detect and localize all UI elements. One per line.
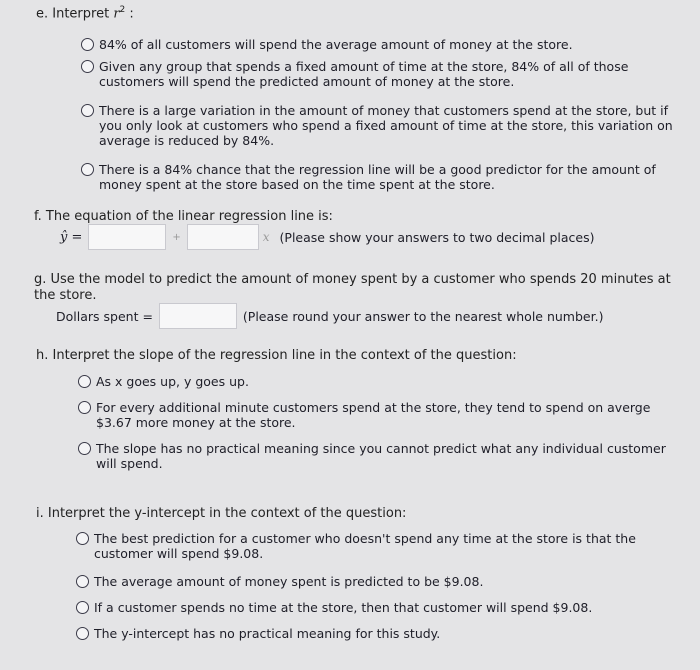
part-g-note: (Please round your answer to the nearest whole number.): [242, 308, 604, 324]
radio-button[interactable]: [76, 601, 89, 614]
slope-input[interactable]: [187, 224, 259, 250]
part-e-label: e. Interpret: [36, 6, 110, 22]
part-i-option-4[interactable]: [76, 626, 676, 641]
radio-button[interactable]: [76, 575, 89, 588]
part-e-heading: [36, 5, 134, 21]
radio-button[interactable]: [81, 104, 94, 117]
dollars-spent-row: [56, 302, 603, 330]
dollars-spent-input[interactable]: [159, 303, 237, 329]
part-f-note: (Please show your answers to two decimal places): [279, 229, 595, 245]
part-e-option-1[interactable]: [81, 37, 681, 52]
option-text: For every additional minute customers spend at the store, they tend to spend on averge $3.67 more money at the store.: [96, 400, 651, 430]
option-text: Given any group that spends a fixed amount of time at the store, 84% of all of those customers will spend the predicted amount of money at the store.: [99, 59, 629, 89]
plus-sign: +: [172, 231, 181, 243]
option-text: 84% of all customers will spend the average amount of money at the store.: [99, 37, 573, 52]
part-i-option-2[interactable]: [76, 574, 676, 589]
radio-button[interactable]: [81, 163, 94, 176]
part-i-label: i. Interpret the y-intercept in the context of the question:: [36, 506, 407, 521]
option-text: There is a 84% chance that the regression line will be a good predictor for the amount of money spent at the store based on the time spent at the store.: [99, 162, 656, 192]
radio-button[interactable]: [78, 442, 91, 455]
part-h-label: h. Interpret the slope of the regression line in the context of the question:: [36, 348, 517, 363]
r-squared-exponent: 2: [119, 5, 126, 15]
option-text: If a customer spends no time at the store, then that customer will spend $9.08.: [94, 600, 593, 615]
part-e-option-4[interactable]: [81, 162, 681, 192]
radio-button[interactable]: [76, 627, 89, 640]
option-text: The slope has no practical meaning since you cannot predict what any individual customer will spend.: [96, 441, 666, 471]
regression-equation-row: [60, 223, 595, 251]
radio-button[interactable]: [81, 38, 94, 51]
part-i-option-1[interactable]: [76, 531, 636, 561]
option-text: The best prediction for a customer who doesn't spend any time at the store is that the customer will spend $9.08.: [94, 531, 636, 561]
radio-button[interactable]: [78, 401, 91, 414]
option-text: The y-intercept has no practical meaning for this study.: [94, 626, 441, 641]
part-h-option-2[interactable]: [78, 400, 678, 430]
r-symbol: r: [113, 6, 120, 22]
part-e-option-3[interactable]: [81, 103, 686, 148]
part-e-colon: :: [129, 6, 134, 22]
part-h-option-1[interactable]: [78, 374, 678, 389]
radio-button[interactable]: [78, 375, 91, 388]
part-i-option-3[interactable]: [76, 600, 676, 615]
radio-button[interactable]: [81, 60, 94, 73]
option-text: The average amount of money spent is predicted to be $9.08.: [94, 574, 484, 589]
part-e-option-2[interactable]: [81, 59, 681, 89]
part-f-label: f. The equation of the linear regression line is:: [34, 209, 333, 224]
x-variable: x: [262, 230, 270, 244]
intercept-input[interactable]: [88, 224, 166, 250]
dollars-spent-label: Dollars spent =: [56, 308, 153, 324]
radio-button[interactable]: [76, 532, 89, 545]
option-text: There is a large variation in the amount of money that customers spend at the store, but if you only look at customers who spend a fixed amount of time at the store, this variation on average is reduced by 84%.: [99, 103, 673, 148]
y-hat-label: ŷ =: [60, 229, 83, 245]
part-g-label: g. Use the model to predict the amount of money spent by a customer who spends 20 minutes at the store.: [34, 272, 671, 303]
option-text: As x goes up, y goes up.: [96, 374, 249, 389]
part-h-option-3[interactable]: [78, 441, 683, 471]
